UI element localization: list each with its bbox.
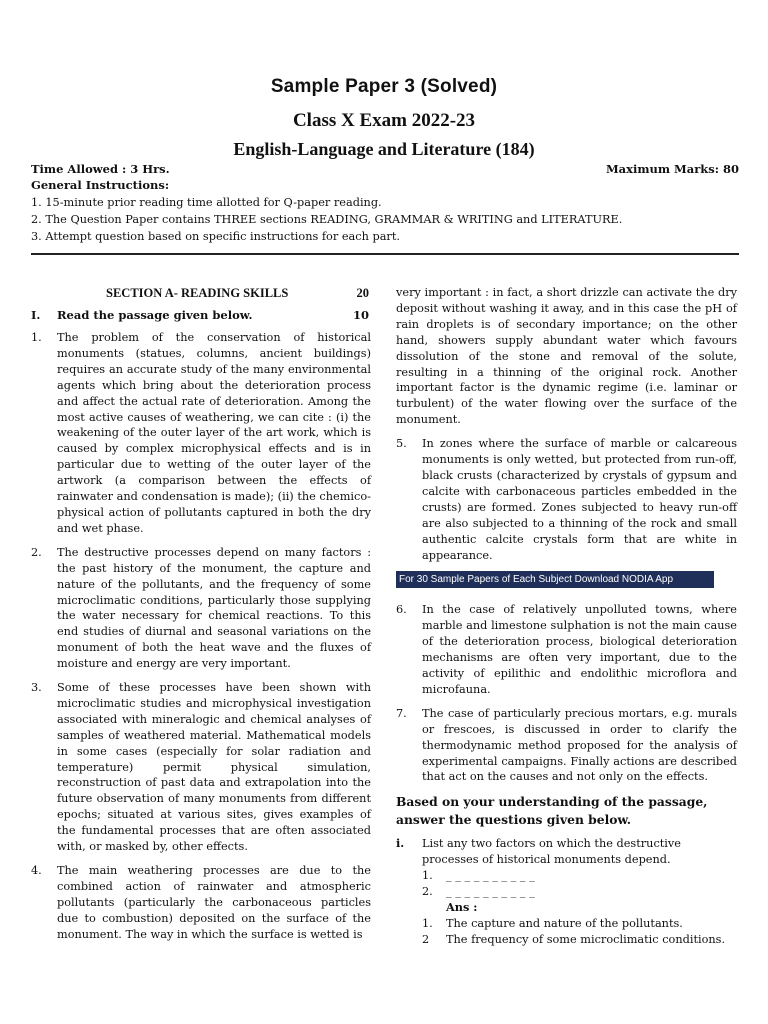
answer-text: The frequency of some microclimatic conditions.: [446, 933, 726, 947]
general-instructions-list: [31, 194, 741, 245]
answer-label: Ans :: [446, 900, 478, 915]
instruction-item: 1. 15-minute prior reading time allotted for Q-paper reading.: [31, 196, 382, 209]
passage-paragraph: [396, 436, 737, 563]
paragraph-text: The destructive processes depend on many factors : the past history of the monument, the capture and nature of the pollutants, and the frequency of some microclimatic conditions, particularly those supplying the water necessary for chemical reactions. To this end studies of diurnal and seasonal variations on the monument of both the heat wave and the fluxes of moisture and energy are very important.: [57, 545, 371, 671]
question-text: Read the passage given below.: [57, 308, 253, 322]
subquestion: [396, 836, 737, 948]
paper-title: Sample Paper 3 (Solved): [270, 76, 498, 97]
promo-banner: For 30 Sample Papers of Each Subject Download NODIA App: [396, 571, 714, 588]
passage-paragraph: [31, 545, 371, 672]
answer-item: [422, 932, 737, 948]
blank-number: 2.: [422, 885, 433, 899]
question-marks: 10: [352, 308, 369, 322]
subquestion-number: i.: [396, 836, 405, 851]
question-number: I.: [31, 308, 41, 322]
subquestion-text: List any two factors on which the destructive processes of historical monuments depend.: [422, 837, 681, 867]
instruction-item: 3. Attempt question based on specific instructions for each part.: [31, 230, 400, 243]
meta-row: [31, 162, 739, 178]
paragraph-number: 2.: [31, 545, 42, 559]
general-instructions-heading: General Instructions:: [31, 178, 170, 192]
answer-blank: [422, 868, 737, 884]
paragraph-text: Some of these processes have been shown with microclimatic studies and microphysical investigation associated with mineralogic and chemical analyses of samples of weathered material. Mathematical models in some cases (especially for solar radiation and temperature) permit physical simulation, reconstruction of past data and extrapolation into the future observation of many monuments from different epochs; situated at various sites, gives examples of the fundamental processes that are often associated with, or masked by, other effects.: [57, 681, 371, 854]
paragraph-number: 4.: [31, 864, 42, 877]
paragraph-number: 3.: [31, 681, 42, 695]
passage-paragraph: [31, 330, 371, 537]
blank-line: _ _ _ _ _ _ _ _ _ _: [446, 869, 535, 883]
answer-number: 1.: [422, 917, 433, 931]
section-marks: 20: [356, 286, 369, 300]
questions-prompt: Based on your understanding of the passage, answer the questions given below.: [396, 794, 708, 827]
answer-item: [422, 916, 737, 932]
question-heading: [31, 308, 371, 326]
paragraph-text: The problem of the conservation of historical monuments (statues, columns, ancient buildings) requires an accurate study of the many environmental agents which bring about the deterioration process and affect the actual rate of deterioration. Among the most active causes of weathering, we can cite : (i) the weakening of the outer layer of the art work, which is caused by complex microphysical effects and is in particular due to wetting of the outer layer of the artwork (a comparison between the effects of rainwater and condensation is made); (ii) the chemico-physical action of pollutants captured in both the dry and wet phase.: [57, 331, 371, 535]
answer-number: 2: [422, 933, 430, 947]
blank-line: _ _ _ _ _ _ _ _ _ _: [446, 885, 535, 899]
right-column: [396, 285, 737, 948]
time-allowed: Time Allowed : 3 Hrs.: [31, 162, 170, 176]
paragraph-number: 1.: [31, 331, 42, 344]
exam-name: Class X Exam 2022-23: [292, 110, 476, 131]
paragraph-number: 7.: [396, 706, 407, 720]
blank-number: 1.: [422, 869, 433, 883]
passage-paragraph: [396, 706, 737, 786]
paragraph-text: In zones where the surface of marble or calcareous monuments is only wetted, but protected from run-off, black crusts (characterized by crystals of gypsum and calcite with carbonaceous particles embedded in the crusts) are formed. Zones subjected to heavy run-off are also subjected to a thinning of the rock and small authentic calcite crystals form that are white in appearance.: [422, 437, 737, 562]
paragraph-text: The case of particularly precious mortars, e.g. murals or frescoes, is discussed in order to clarify the thermodynamic method proposed for the analysis of experimental campaigns. Finally actions are described that act on the causes and not only on the effects.: [422, 706, 737, 784]
passage-paragraph: [31, 680, 371, 855]
header-divider: [31, 253, 739, 255]
paragraph-number: 6.: [396, 603, 407, 617]
paragraph-number: 5.: [396, 437, 407, 451]
section-heading: [31, 286, 371, 308]
paragraph-text: In the case of relatively unpolluted towns, where marble and limestone sulphation is not the main cause of the deterioration process, biological deterioration mechanisms are often very important, due to the activity of epilithic and endolithic microflora and microfauna.: [422, 603, 737, 696]
paragraph-continuation: very important : in fact, a short drizzle can activate the dry deposit without washing it away, and in this case the pH of rain droplets is of secondary importance; on the other hand, showers supply abundant water which favours dissolution of the stone and removal of the solute, resulting in a thinning of the original rock. Another important factor is the dynamic regime (i.e. laminar or turbulent) of the water flowing over the surface of the monument.: [396, 286, 737, 427]
answer-text: The capture and nature of the pollutants.: [446, 917, 683, 931]
instruction-item: 2. The Question Paper contains THREE sections READING, GRAMMAR & WRITING and LITERATURE.: [31, 213, 623, 226]
paragraph-text: The main weathering processes are due to the combined action of rainwater and atmospheric pollutants (particularly the carbonaceous particles due to combustion) deposited on the surface of the monument. The way in which the surface is wetted is: [57, 864, 371, 941]
section-name: SECTION A- READING SKILLS: [106, 286, 289, 300]
passage-paragraph: [31, 863, 371, 943]
subject-name: English-Language and Literature (184): [233, 139, 535, 159]
left-column: [31, 286, 371, 951]
answer-blank: [422, 884, 737, 900]
passage-paragraph: [396, 602, 737, 697]
maximum-marks: Maximum Marks: 80: [605, 162, 739, 176]
